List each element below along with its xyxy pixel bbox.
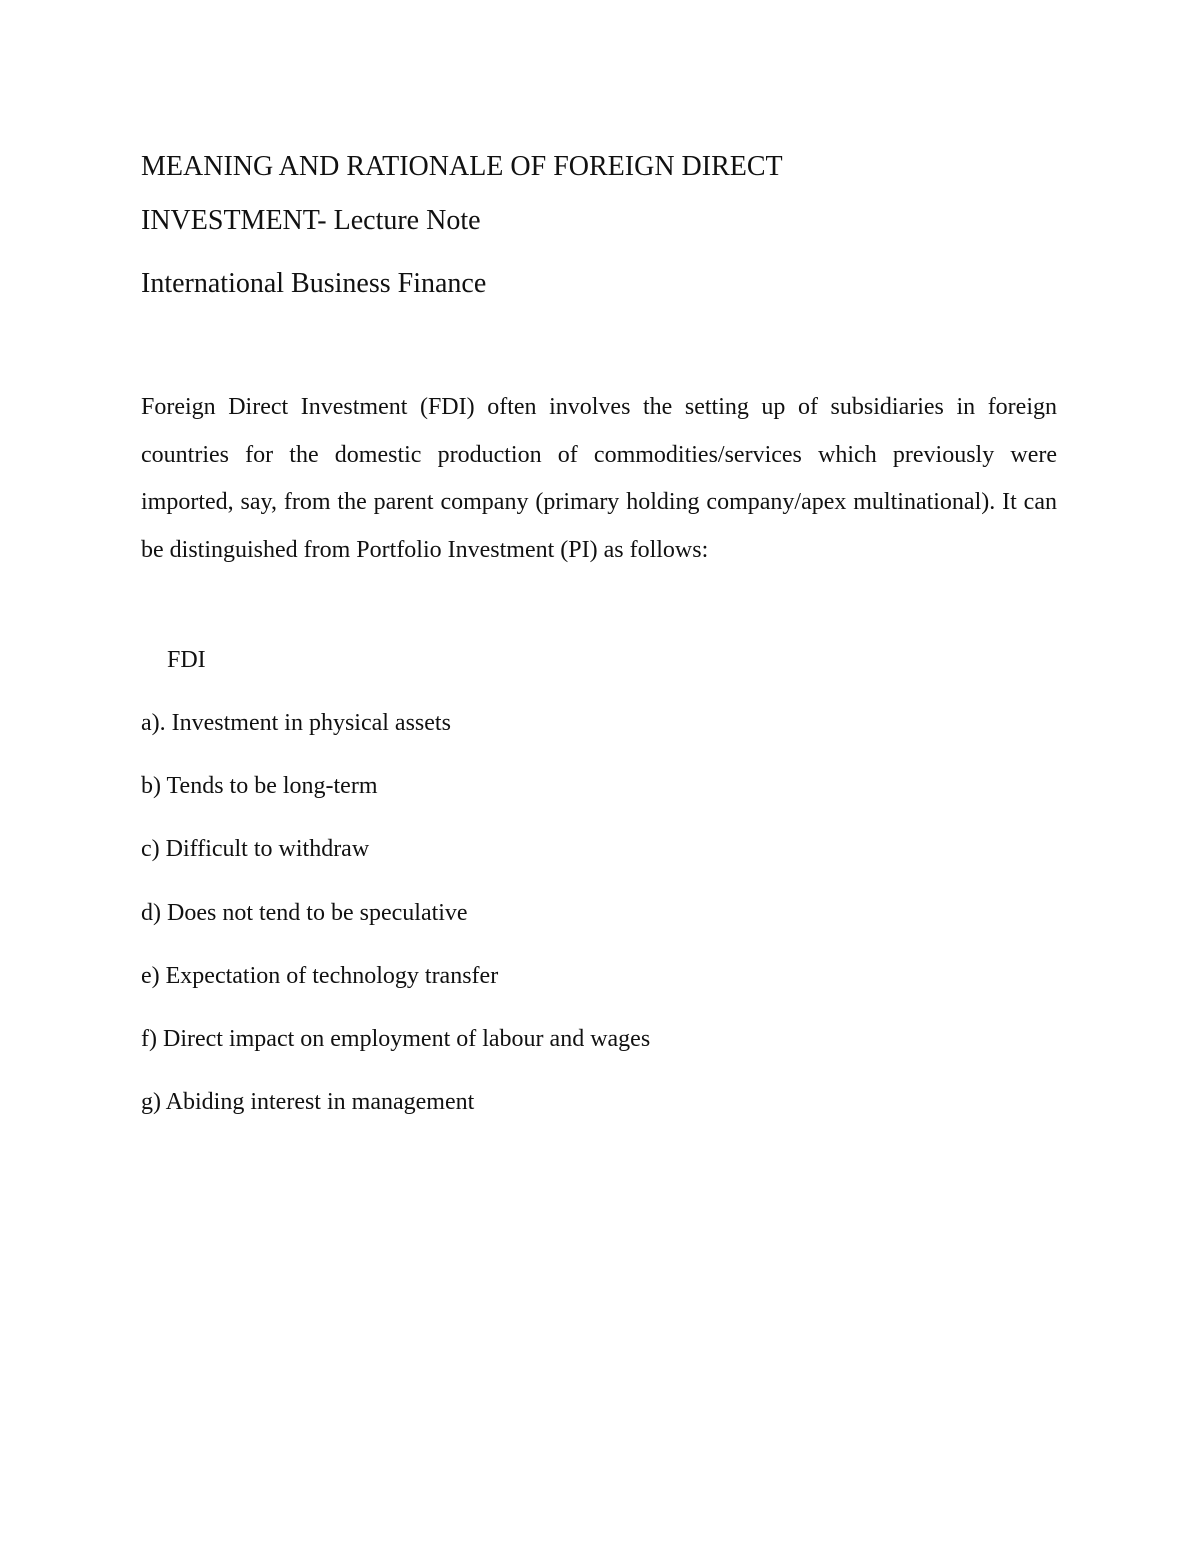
document-title <box>141 140 1061 248</box>
list-item: a). Investment in physical assets <box>141 710 451 736</box>
list-item: e) Expectation of technology transfer <box>141 962 499 989</box>
intro-paragraph: Foreign Direct Investment (FDI) often involves the setting up of subsidiaries in foreign countries for the domestic production of commodities/services which previously were imported, say, from the parent company (primary holding company/apex multinational). It can be distinguished from Portfolio Investment (PI) as follows: <box>141 394 1057 563</box>
list-item: d) Does not tend to be speculative <box>141 899 468 926</box>
list-item: f) Direct impact on employment of labour and wages <box>141 1025 651 1052</box>
document-subtitle: International Business Finance <box>141 268 487 299</box>
list-item: g) Abiding interest in management <box>141 1089 475 1116</box>
document-title-line-1: MEANING AND RATIONALE OF FOREIGN DIRECT <box>141 151 783 182</box>
list-item: b) Tends to be long-term <box>141 773 378 800</box>
list-item: c) Difficult to withdraw <box>141 836 370 863</box>
fdi-list-heading: FDI <box>167 647 206 673</box>
fdi-characteristics-list <box>141 705 650 1147</box>
document-title-line-2: INVESTMENT- Lecture Note <box>141 205 481 236</box>
